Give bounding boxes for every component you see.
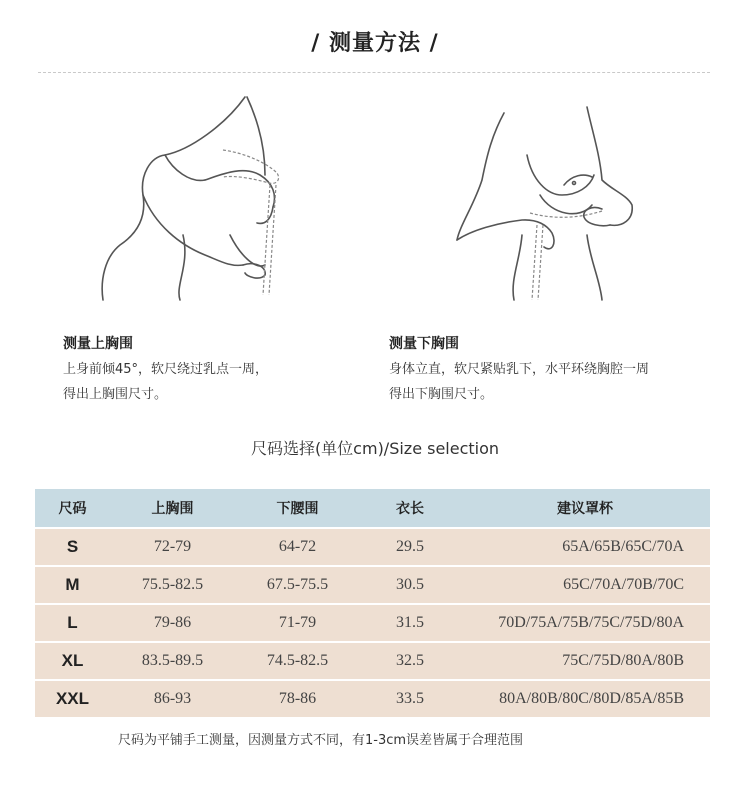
cell-cup: 80A/80B/80C/80D/85A/85B: [460, 680, 710, 717]
table-row: [35, 566, 710, 604]
size-table: [35, 489, 710, 717]
size-table-header-row: [35, 489, 710, 528]
under-bust-instructions: [389, 332, 649, 407]
cell-size: XXL: [35, 680, 110, 717]
cell-under-bust: 78-86: [235, 680, 360, 717]
cell-under-bust: 74.5-82.5: [235, 642, 360, 680]
dashed-divider: [38, 72, 710, 73]
size-table-heading: 尺码选择(单位cm)/Size selection: [250, 439, 500, 458]
cell-cup: 65A/65B/65C/70A: [460, 528, 710, 566]
cell-size: S: [35, 528, 110, 566]
table-row: [35, 680, 710, 717]
under-bust-illustration: [452, 95, 637, 305]
cell-length: 29.5: [360, 528, 460, 566]
table-row: [35, 642, 710, 680]
cell-size: M: [35, 566, 110, 604]
page-title: / 测量方法 /: [311, 31, 439, 56]
cell-upper-bust: 72-79: [110, 528, 235, 566]
upper-bust-instructions: [63, 332, 268, 407]
table-row: [35, 604, 710, 642]
col-header-length: 衣长: [360, 489, 460, 528]
cell-upper-bust: 86-93: [110, 680, 235, 717]
upper-bust-line2: 得出上胸围尺寸。: [63, 387, 168, 402]
upper-bust-line1: 上身前倾45°，软尺绕过乳点一周，: [63, 362, 269, 377]
cell-upper-bust: 83.5-89.5: [110, 642, 235, 680]
cell-upper-bust: 75.5-82.5: [110, 566, 235, 604]
cell-under-bust: 71-79: [235, 604, 360, 642]
cell-length: 32.5: [360, 642, 460, 680]
upper-bust-illustration: [95, 95, 295, 305]
cell-under-bust: 64-72: [235, 528, 360, 566]
cell-length: 30.5: [360, 566, 460, 604]
cell-length: 31.5: [360, 604, 460, 642]
cell-size: L: [35, 604, 110, 642]
cell-cup: 75C/75D/80A/80B: [460, 642, 710, 680]
cell-cup: 65C/70A/70B/70C: [460, 566, 710, 604]
col-header-size: 尺码: [35, 489, 110, 528]
under-bust-heading: 测量下胸围: [389, 336, 459, 352]
cell-upper-bust: 79-86: [110, 604, 235, 642]
upper-bust-heading: 测量上胸围: [63, 336, 133, 352]
col-header-upper-bust: 上胸围: [110, 489, 235, 528]
cell-length: 33.5: [360, 680, 460, 717]
col-header-under-bust: 下腰围: [235, 489, 360, 528]
cell-under-bust: 67.5-75.5: [235, 566, 360, 604]
cell-cup: 70D/75A/75B/75C/75D/80A: [460, 604, 710, 642]
under-bust-line2: 得出下胸围尺寸。: [389, 387, 494, 402]
under-bust-line1: 身体立直，软尺紧贴乳下，水平环绕胸腔一周: [389, 362, 650, 377]
col-header-cup: 建议罩杯: [460, 489, 710, 528]
table-row: [35, 528, 710, 566]
measurement-footnote: 尺码为平铺手工测量，因测量方式不同，有1-3cm误差皆属于合理范围: [118, 733, 524, 748]
cell-size: XL: [35, 642, 110, 680]
